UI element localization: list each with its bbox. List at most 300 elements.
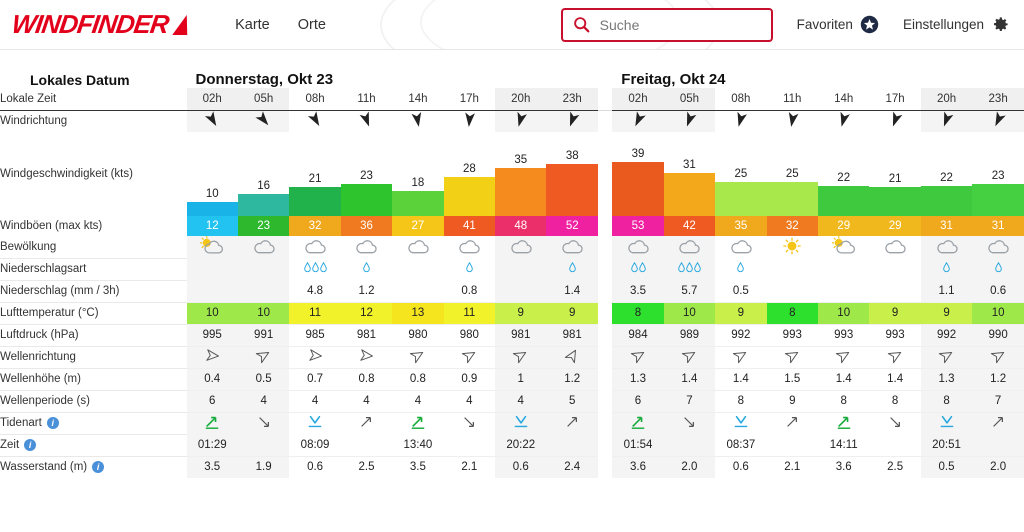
wind-direction-arrow-icon (546, 110, 597, 132)
water-level-value: 1.9 (238, 456, 289, 478)
wind-speed-value: 35 (514, 154, 528, 166)
row-label-local-time: Lokale Zeit (0, 88, 187, 110)
star-icon (860, 15, 879, 34)
wave-direction-arrow-icon (715, 346, 766, 368)
hour-cell: 02h (187, 88, 238, 110)
pressure-value: 990 (972, 324, 1024, 346)
water-level-value: 2.4 (546, 456, 597, 478)
wave-direction-arrow-icon (664, 346, 715, 368)
pressure-value: 992 (715, 324, 766, 346)
temperature-value: 9 (546, 302, 597, 324)
wind-speed-value: 18 (411, 177, 425, 189)
row-label-wave-period: Wellenperiode (s) (0, 390, 187, 412)
wave-height-value: 1.4 (869, 368, 920, 390)
water-level-value: 2.5 (358, 461, 375, 474)
wind-speed-bar (664, 132, 715, 216)
precip-value (818, 280, 869, 302)
gust-value: 29 (869, 216, 920, 236)
local-date-label: Lokales Datum (30, 72, 130, 88)
wave-direction-arrow-icon (869, 346, 920, 368)
wind-speed-bar (612, 132, 663, 216)
wind-direction-arrow-icon (495, 110, 546, 132)
temperature-row (0, 302, 1024, 324)
clouds-row (0, 236, 1024, 258)
wind-speed-bar (869, 132, 920, 216)
wind-speed-bar (715, 132, 766, 216)
temperature-value: 9 (921, 302, 972, 324)
water-level-info-icon[interactable]: i (92, 461, 104, 473)
logo-mark-icon (172, 15, 191, 35)
hour-cell: 23h (546, 88, 597, 110)
wave-direction-arrow-icon (495, 346, 546, 368)
hours-row (0, 88, 1024, 110)
temperature-value: 9 (495, 302, 546, 324)
gust-value: 35 (715, 216, 766, 236)
pressure-value: 980 (392, 324, 443, 346)
gear-icon (991, 15, 1010, 34)
water-level-value: 0.6 (307, 461, 324, 474)
tide-time-value: 08:37 (715, 434, 766, 456)
precip-value (767, 280, 818, 302)
wind-speed-bar (289, 132, 340, 216)
hour-cell: 14h (392, 88, 443, 110)
precip-value: 0.5 (715, 280, 766, 302)
wind-direction-arrow-icon (972, 110, 1024, 132)
precip-value: 0.8 (444, 280, 495, 302)
wind-direction-arrow-icon (818, 110, 869, 132)
settings-label: Einstellungen (902, 17, 984, 32)
wave-height-value: 1.4 (715, 368, 766, 390)
precip-type-icon (921, 258, 972, 280)
wind-speed-bar (767, 132, 818, 216)
wind-speed-bar (444, 132, 495, 216)
row-label-clouds: Bewölkung (0, 236, 187, 258)
pressure-value: 991 (238, 324, 289, 346)
hour-cell: 17h (444, 88, 495, 110)
temperature-value: 10 (664, 302, 715, 324)
precip-type-icon (341, 258, 392, 280)
tide-time-value: 20:22 (495, 434, 546, 456)
precip-type-icon (664, 258, 715, 280)
cloud-icon (187, 236, 238, 258)
temperature-value: 10 (187, 302, 238, 324)
precip-type-icon (187, 258, 238, 280)
wind-direction-arrow-icon (392, 110, 443, 132)
gust-value: 42 (664, 216, 715, 236)
wave-height-value: 1.3 (921, 368, 972, 390)
day-title-0: Donnerstag, Okt 23 (195, 71, 334, 88)
precip-type-icon (972, 258, 1024, 280)
wave-period-value: 4 (444, 390, 495, 412)
precip-value: 3.5 (612, 280, 663, 302)
wind-speed-bar (341, 132, 392, 216)
precip-type-icon (612, 258, 663, 280)
pressure-value: 981 (341, 324, 392, 346)
nav-item-karte[interactable]: Karte (235, 16, 270, 33)
wind-speed-value: 23 (360, 170, 373, 182)
temperature-value: 10 (818, 302, 869, 324)
precip-value: 5.7 (664, 280, 715, 302)
pressure-value: 993 (869, 324, 920, 346)
precip-type-icon (238, 258, 289, 280)
gust-value: 48 (495, 216, 546, 236)
cloud-icon (818, 236, 869, 258)
row-label-wave-direction: Wellenrichtung (0, 346, 187, 368)
tide-type-icon (767, 412, 818, 434)
search-input[interactable] (561, 8, 773, 42)
wave-direction-arrow-icon (444, 346, 495, 368)
wave-height-value: 1.3 (612, 368, 663, 390)
wave-period-value: 8 (869, 390, 920, 412)
cloud-icon (921, 236, 972, 258)
temperature-value: 8 (767, 302, 818, 324)
tide-time-value: 08:09 (289, 434, 340, 456)
gust-value: 12 (187, 216, 238, 236)
wind-direction-arrow-icon (444, 110, 495, 132)
wind-direction-arrow-icon (921, 110, 972, 132)
precip-value: 1.4 (546, 280, 597, 302)
cloud-icon (238, 236, 289, 258)
wind-direction-arrow-icon (341, 110, 392, 132)
gust-value: 53 (612, 216, 663, 236)
tide-time-info-icon[interactable]: i (24, 439, 36, 451)
pressure-value: 984 (612, 324, 663, 346)
wave-period-value: 4 (238, 390, 289, 412)
gust-value: 32 (767, 216, 818, 236)
tide-time-value (972, 434, 1024, 456)
cloud-icon (715, 236, 766, 258)
wind-speed-bar (187, 132, 238, 216)
tide-time-value: 01:54 (612, 434, 663, 456)
row-label-wind-direction: Windrichtung (0, 110, 187, 132)
row-label-pressure: Luftdruck (hPa) (0, 324, 187, 346)
tide-time-value: 01:29 (187, 434, 238, 456)
tide-time-value (341, 434, 392, 456)
search-icon (573, 16, 590, 33)
hour-cell: 05h (238, 88, 289, 110)
wave-period-row (0, 390, 1024, 412)
hour-cell: 11h (341, 88, 392, 110)
wind-speed-value: 31 (683, 159, 696, 171)
wave-period-value: 7 (972, 390, 1024, 412)
main-nav (235, 17, 326, 33)
tide-type-icon (921, 412, 972, 434)
tide-time-value (546, 434, 597, 456)
hour-cell: 08h (715, 88, 766, 110)
tide-type-icon (972, 412, 1024, 434)
wave-height-value: 0.5 (238, 368, 289, 390)
wind-speed-bar (495, 132, 546, 216)
hour-cell: 20h (921, 88, 972, 110)
hour-cell: 17h (869, 88, 920, 110)
tide-type-icon (664, 412, 715, 434)
row-label-tide-time: Zeit i (0, 434, 187, 456)
pressure-value: 981 (495, 324, 546, 346)
wind-speed-value: 16 (257, 180, 271, 192)
tide-type-icon (341, 412, 392, 434)
water-level-value: 0.5 (921, 456, 972, 478)
row-label-precip-type: Niederschlagsart (0, 258, 187, 280)
wave-direction-arrow-icon (289, 346, 340, 368)
pressure-value: 989 (664, 324, 715, 346)
wind-direction-row (0, 110, 1024, 132)
wind-speed-value: 21 (888, 173, 902, 185)
gust-value: 23 (238, 216, 289, 236)
gust-value: 29 (818, 216, 869, 236)
wave-height-value: 1.2 (546, 368, 597, 390)
precip-value: 4.8 (289, 280, 340, 302)
cloud-icon (612, 236, 663, 258)
precip-type-row (0, 258, 1024, 280)
temperature-value: 8 (612, 302, 663, 324)
temperature-value: 9 (715, 302, 766, 324)
wind-speed-value: 25 (734, 168, 748, 180)
wave-direction-arrow-icon (392, 346, 443, 368)
pressure-row (0, 324, 1024, 346)
precip-type-icon (546, 258, 597, 280)
precip-type-icon (869, 258, 920, 280)
hour-cell: 20h (495, 88, 546, 110)
tide-time-value (238, 434, 289, 456)
wave-height-value: 1 (495, 368, 546, 390)
wind-speed-value: 23 (991, 170, 1005, 182)
forecast-table (0, 50, 1024, 478)
cloud-icon (664, 236, 715, 258)
search-placeholder-label: Suche (599, 16, 640, 33)
precip-type-icon (392, 258, 443, 280)
wind-speed-bar (818, 132, 869, 216)
cloud-icon (341, 236, 392, 258)
site-header (0, 0, 1024, 50)
wave-height-value: 0.7 (289, 368, 340, 390)
favorites-label: Favoriten (796, 17, 853, 32)
pressure-value: 993 (767, 324, 818, 346)
wave-period-value: 4 (495, 390, 546, 412)
wave-direction-arrow-icon (341, 346, 392, 368)
tide-type-icon (238, 412, 289, 434)
wind-speed-bar (972, 132, 1024, 216)
temperature-value: 11 (289, 302, 340, 324)
precip-value: 1.2 (341, 280, 392, 302)
wave-period-value: 5 (546, 390, 597, 412)
precip-type-icon (289, 258, 340, 280)
wave-height-value: 0.8 (392, 368, 443, 390)
forecast-table-body (0, 50, 1024, 478)
water-level-value: 2.5 (887, 461, 904, 474)
wave-period-value: 4 (289, 390, 340, 412)
precip-value (238, 280, 289, 302)
water-level-row (0, 456, 1024, 478)
wave-direction-arrow-icon (612, 346, 663, 368)
hour-cell: 23h (972, 88, 1024, 110)
pressure-value: 980 (444, 324, 495, 346)
cloud-icon (767, 236, 818, 258)
tide-type-icon (612, 412, 663, 434)
tide-time-value: 13:40 (392, 434, 443, 456)
tide-info-icon[interactable]: i (47, 417, 59, 429)
wind-direction-arrow-icon (187, 110, 238, 132)
wind-gusts-row (0, 216, 1024, 236)
tide-time-value: 20:51 (921, 434, 972, 456)
hour-cell: 14h (818, 88, 869, 110)
precip-value (869, 280, 920, 302)
wind-speed-row (0, 132, 1024, 216)
precip-value: 0.6 (972, 280, 1024, 302)
tide-type-row (0, 412, 1024, 434)
cloud-icon (495, 236, 546, 258)
day-title-1: Freitag, Okt 24 (621, 71, 726, 88)
pressure-value: 995 (187, 324, 238, 346)
wind-speed-bar (546, 132, 597, 216)
precip-type-icon (444, 258, 495, 280)
tide-type-icon (495, 412, 546, 434)
temperature-value: 10 (238, 302, 289, 324)
precip-type-icon (818, 258, 869, 280)
wind-speed-value: 39 (631, 148, 645, 160)
wind-speed-bar (238, 132, 289, 216)
tide-type-icon (869, 412, 920, 434)
wave-direction-arrow-icon (187, 346, 238, 368)
row-label-precip: Niederschlag (mm / 3h) (0, 280, 187, 302)
wind-direction-arrow-icon (869, 110, 920, 132)
temperature-value: 9 (869, 302, 920, 324)
precip-type-icon (767, 258, 818, 280)
row-label-wind-speed: Windgeschwindigkeit (kts) (0, 132, 187, 216)
pressure-value: 981 (546, 324, 597, 346)
tide-type-icon (818, 412, 869, 434)
wind-speed-value: 21 (308, 173, 322, 185)
row-label-gusts: Windböen (max kts) (0, 216, 187, 236)
wave-period-value: 4 (392, 390, 443, 412)
favorites-link[interactable] (797, 15, 879, 34)
tide-type-icon (187, 412, 238, 434)
wind-speed-value: 28 (462, 163, 476, 175)
wave-period-value: 8 (818, 390, 869, 412)
tide-type-icon (444, 412, 495, 434)
logo-text: WINDFINDER (9, 9, 171, 39)
row-label-wave-height: Wellenhöhe (m) (0, 368, 187, 390)
row-label-tide-type: Tidenart i (0, 412, 187, 434)
cloud-icon (289, 236, 340, 258)
cloud-icon (869, 236, 920, 258)
gust-value: 32 (289, 216, 340, 236)
water-level-value: 0.6 (495, 456, 546, 478)
wave-direction-arrow-icon (238, 346, 289, 368)
wind-speed-value: 25 (785, 168, 799, 180)
wave-direction-arrow-icon (921, 346, 972, 368)
wind-direction-arrow-icon (612, 110, 663, 132)
tide-type-icon (546, 412, 597, 434)
precip-value (495, 280, 546, 302)
wave-height-value: 1.4 (818, 368, 869, 390)
water-level-value: 0.6 (732, 461, 749, 474)
temperature-value: 11 (444, 302, 495, 324)
wave-height-value: 1.5 (767, 368, 818, 390)
tide-time-value (869, 434, 920, 456)
header-right-group (561, 8, 1010, 42)
wave-period-value: 8 (921, 390, 972, 412)
cloud-icon (444, 236, 495, 258)
water-level-value: 3.5 (187, 456, 238, 478)
wind-speed-value: 10 (205, 188, 219, 200)
wave-height-value: 1.2 (972, 368, 1024, 390)
temperature-value: 12 (341, 302, 392, 324)
wind-speed-bar (392, 132, 443, 216)
tide-type-icon (715, 412, 766, 434)
nav-item-orte[interactable]: Orte (297, 16, 326, 33)
windfinder-logo[interactable] (9, 9, 189, 40)
hour-cell: 02h (612, 88, 663, 110)
wave-period-value: 4 (341, 390, 392, 412)
wind-direction-arrow-icon (238, 110, 289, 132)
wave-period-value: 9 (767, 390, 818, 412)
precip-type-icon (715, 258, 766, 280)
wind-direction-arrow-icon (289, 110, 340, 132)
wind-speed-bar (921, 132, 972, 216)
gust-value: 27 (392, 216, 443, 236)
cloud-icon (972, 236, 1024, 258)
water-level-value: 2.1 (461, 461, 478, 474)
temperature-value: 10 (972, 302, 1024, 324)
precip-type-icon (495, 258, 546, 280)
forecast-table-container (0, 50, 1024, 478)
hour-cell: 11h (767, 88, 818, 110)
cloud-icon (546, 236, 597, 258)
water-level-value: 3.5 (409, 461, 426, 474)
day-separator (598, 50, 612, 88)
water-level-value: 2.1 (784, 461, 801, 474)
wave-period-value: 6 (612, 390, 663, 412)
wave-height-value: 0.4 (187, 368, 238, 390)
precip-value (392, 280, 443, 302)
day-header-row (0, 50, 1024, 88)
wave-height-value: 0.8 (341, 368, 392, 390)
tide-time-value (767, 434, 818, 456)
temperature-value: 13 (392, 302, 443, 324)
wave-period-value: 6 (187, 390, 238, 412)
precip-row (0, 280, 1024, 302)
water-level-value: 3.6 (835, 461, 852, 474)
wave-direction-row (0, 346, 1024, 368)
wave-direction-arrow-icon (546, 346, 597, 368)
gust-value: 31 (972, 216, 1024, 236)
gust-value: 41 (444, 216, 495, 236)
water-level-value: 3.6 (612, 456, 663, 478)
gust-value: 31 (921, 216, 972, 236)
wave-period-value: 7 (664, 390, 715, 412)
water-level-value: 2.0 (664, 456, 715, 478)
tide-type-icon (289, 412, 340, 434)
wave-direction-arrow-icon (767, 346, 818, 368)
row-label-water-level: Wasserstand (m) i (0, 456, 187, 478)
precip-value (187, 280, 238, 302)
wind-speed-value: 22 (940, 172, 953, 184)
hour-cell: 05h (664, 88, 715, 110)
wave-period-value: 8 (715, 390, 766, 412)
wave-height-value: 0.9 (444, 368, 495, 390)
wave-height-value: 1.4 (664, 368, 715, 390)
settings-link[interactable] (903, 15, 1010, 34)
wind-speed-value: 22 (837, 172, 851, 184)
pressure-value: 985 (289, 324, 340, 346)
tide-time-row (0, 434, 1024, 456)
precip-value: 1.1 (921, 280, 972, 302)
pressure-value: 993 (818, 324, 869, 346)
tide-time-value (664, 434, 715, 456)
wind-direction-arrow-icon (664, 110, 715, 132)
gust-value: 36 (341, 216, 392, 236)
hour-cell: 08h (289, 88, 340, 110)
